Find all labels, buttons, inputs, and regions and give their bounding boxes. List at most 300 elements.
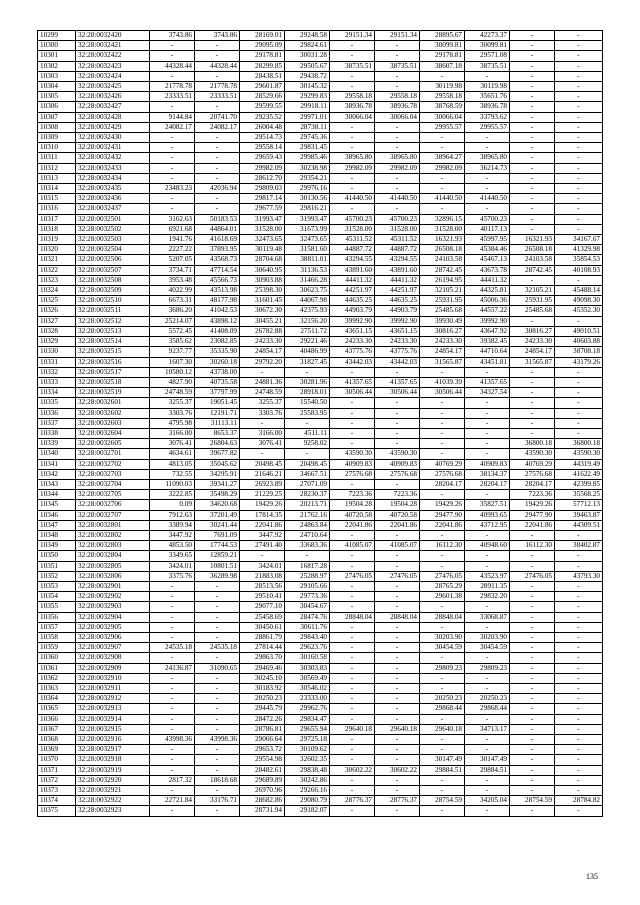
- table-cell: 30099.81: [465, 41, 510, 51]
- table-cell: 32:28:0032806: [76, 571, 150, 581]
- table-cell: 32:28:0032515: [76, 347, 150, 357]
- table-cell: -: [420, 745, 465, 755]
- table-cell: 32:28:0032437: [76, 204, 150, 214]
- table-cell: 17744.53: [195, 541, 240, 551]
- table-cell: 32105.21: [420, 286, 465, 296]
- table-cell: 28848.04: [420, 612, 465, 622]
- table-row: [38, 112, 603, 122]
- table-row: [38, 786, 603, 796]
- table-row: [38, 520, 603, 530]
- table-cell: 30450.61: [240, 622, 285, 632]
- table-cell: -: [375, 786, 420, 796]
- table-cell: -: [510, 694, 555, 704]
- table-cell: 28861.79: [240, 632, 285, 642]
- table-cell: 8653.37: [195, 428, 240, 438]
- table-cell: -: [330, 551, 375, 561]
- table-cell: 29248.58: [285, 31, 330, 41]
- table-cell: -: [195, 755, 240, 765]
- table-row: [38, 102, 603, 112]
- table-cell: 10365: [38, 704, 76, 714]
- table-cell: 33068.87: [465, 612, 510, 622]
- table-cell: 32:28:0032803: [76, 541, 150, 551]
- table-cell: 38965.80: [375, 153, 420, 163]
- table-row: [38, 41, 603, 51]
- table-cell: 25398.30: [240, 286, 285, 296]
- table-cell: 28848.04: [375, 612, 420, 622]
- table-cell: 10373: [38, 786, 76, 796]
- table-cell: 32:28:0032434: [76, 173, 150, 183]
- table-row: [38, 694, 603, 704]
- table-cell: 30602.22: [330, 765, 375, 775]
- table-cell: -: [330, 602, 375, 612]
- table-cell: 3222.85: [150, 490, 195, 500]
- table-cell: 25288.97: [285, 571, 330, 581]
- table-cell: -: [555, 194, 603, 204]
- table-cell: 10372: [38, 775, 76, 785]
- table-cell: 30066.04: [330, 112, 375, 122]
- table-cell: -: [150, 632, 195, 642]
- table-cell: 40948.60: [465, 541, 510, 551]
- table-cell: 28784.82: [555, 796, 603, 806]
- table-cell: 29477.90: [420, 510, 465, 520]
- table-cell: 34295.91: [195, 469, 240, 479]
- table-cell: 2817.32: [150, 775, 195, 785]
- table-cell: 44328.44: [195, 61, 240, 71]
- table-cell: -: [510, 316, 555, 326]
- table-cell: -: [375, 775, 420, 785]
- table-cell: 10320: [38, 245, 76, 255]
- table-cell: 45311.52: [330, 235, 375, 245]
- table-cell: -: [510, 745, 555, 755]
- table-cell: -: [465, 408, 510, 418]
- table-cell: -: [510, 163, 555, 173]
- table-cell: -: [375, 704, 420, 714]
- table-cell: 40909.83: [465, 459, 510, 469]
- table-row: [38, 71, 603, 81]
- table-cell: 27814.44: [240, 643, 285, 653]
- table-cell: -: [195, 194, 240, 204]
- table-cell: -: [555, 622, 603, 632]
- table-cell: -: [510, 561, 555, 571]
- table-cell: -: [330, 184, 375, 194]
- table-row: [38, 704, 603, 714]
- table-cell: 3349.65: [150, 551, 195, 561]
- table-row: [38, 449, 603, 459]
- table-cell: 29554.98: [240, 755, 285, 765]
- table-cell: -: [375, 694, 420, 704]
- table-cell: 36289.98: [195, 571, 240, 581]
- table-cell: 30242.86: [285, 775, 330, 785]
- table-row: [38, 663, 603, 673]
- table-cell: -: [510, 41, 555, 51]
- table-cell: 39341.27: [195, 479, 240, 489]
- table-cell: 32:28:0032507: [76, 265, 150, 275]
- table-cell: -: [150, 133, 195, 143]
- table-cell: 25931.95: [420, 296, 465, 306]
- table-cell: 41329.98: [555, 245, 603, 255]
- table-cell: 43294.55: [330, 255, 375, 265]
- table-cell: 32:28:0032706: [76, 500, 150, 510]
- table-cell: 32156.20: [285, 316, 330, 326]
- table-cell: 32:28:0032506: [76, 255, 150, 265]
- table-cell: 43590.30: [375, 449, 420, 459]
- table-cell: 28731.94: [240, 806, 285, 816]
- table-cell: 39992.90: [330, 316, 375, 326]
- table-cell: 28482.61: [240, 765, 285, 775]
- table-cell: 10323: [38, 275, 76, 285]
- table-cell: 22721.84: [150, 796, 195, 806]
- table-cell: 40117.13: [465, 224, 510, 234]
- table-cell: 27476.05: [330, 571, 375, 581]
- table-cell: -: [510, 612, 555, 622]
- table-cell: -: [375, 806, 420, 816]
- table-cell: 30238.98: [285, 163, 330, 173]
- table-cell: 24710.64: [285, 530, 330, 540]
- table-cell: -: [330, 530, 375, 540]
- table-cell: 32:28:0032426: [76, 92, 150, 102]
- table-cell: 43891.60: [375, 265, 420, 275]
- table-cell: 43738.00: [195, 367, 240, 377]
- table-cell: 3686.20: [150, 306, 195, 316]
- table-cell: 35498.29: [195, 490, 240, 500]
- table-cell: 10302: [38, 61, 76, 71]
- table-row: [38, 469, 603, 479]
- table-cell: 32:28:0032805: [76, 561, 150, 571]
- table-cell: 29640.18: [420, 724, 465, 734]
- table-cell: 37201.49: [195, 510, 240, 520]
- table-cell: -: [555, 806, 603, 816]
- table-cell: 42036.94: [195, 184, 240, 194]
- table-cell: -: [375, 622, 420, 632]
- table-cell: -: [510, 184, 555, 194]
- table-cell: -: [420, 439, 465, 449]
- table-cell: 29832.20: [465, 592, 510, 602]
- table-cell: 24103.58: [420, 255, 465, 265]
- table-cell: 4813.05: [150, 459, 195, 469]
- table-row: [38, 286, 603, 296]
- table-cell: 44411.32: [330, 275, 375, 285]
- table-cell: 29077.10: [240, 602, 285, 612]
- table-cell: 32:28:0032707: [76, 510, 150, 520]
- table-row: [38, 418, 603, 428]
- table-cell: 27491.40: [240, 541, 285, 551]
- table-row: [38, 61, 603, 71]
- table-cell: 33176.71: [195, 796, 240, 806]
- table-cell: -: [420, 684, 465, 694]
- table-cell: 29838.48: [285, 765, 330, 775]
- table-cell: -: [150, 704, 195, 714]
- table-cell: -: [240, 449, 285, 459]
- table-cell: -: [465, 806, 510, 816]
- table-cell: -: [555, 275, 603, 285]
- table-cell: 3743.86: [150, 31, 195, 41]
- table-cell: 30109.62: [285, 745, 330, 755]
- table-cell: 44887.72: [375, 245, 420, 255]
- table-row: [38, 755, 603, 765]
- table-cell: -: [375, 632, 420, 642]
- table-cell: -: [375, 133, 420, 143]
- table-cell: 29178.81: [240, 51, 285, 61]
- table-cell: 30455.21: [240, 316, 285, 326]
- table-cell: -: [195, 51, 240, 61]
- table-cell: 24136.87: [150, 663, 195, 673]
- table-cell: -: [330, 71, 375, 81]
- table-cell: -: [375, 479, 420, 489]
- table-cell: -: [465, 673, 510, 683]
- table-cell: 10322: [38, 265, 76, 275]
- table-cell: 10350: [38, 551, 76, 561]
- table-cell: -: [510, 377, 555, 387]
- table-row: [38, 530, 603, 540]
- table-cell: 29266.16: [285, 786, 330, 796]
- table-cell: 7691.09: [195, 530, 240, 540]
- table-cell: 32:28:0032905: [76, 622, 150, 632]
- table-cell: 29773.36: [285, 592, 330, 602]
- table-cell: -: [555, 224, 603, 234]
- table-cell: 32:28:0032904: [76, 612, 150, 622]
- table-cell: 43523.97: [465, 571, 510, 581]
- table-cell: 3585.62: [150, 337, 195, 347]
- table-cell: -: [240, 418, 285, 428]
- table-cell: 10351: [38, 561, 76, 571]
- table-cell: 43590.30: [510, 449, 555, 459]
- table-cell: -: [555, 735, 603, 745]
- table-row: [38, 337, 603, 347]
- table-cell: 3375.76: [150, 571, 195, 581]
- table-cell: 20213.71: [285, 500, 330, 510]
- table-cell: 28786.81: [240, 724, 285, 734]
- table-cell: -: [375, 561, 420, 571]
- table-cell: -: [285, 449, 330, 459]
- table-cell: 29505.67: [285, 61, 330, 71]
- table-cell: -: [555, 561, 603, 571]
- table-cell: 41357.65: [375, 377, 420, 387]
- table-cell: 32:28:0032921: [76, 786, 150, 796]
- table-cell: 29178.81: [420, 51, 465, 61]
- table-cell: -: [510, 51, 555, 61]
- table-cell: 10366: [38, 714, 76, 724]
- table-cell: 30245.10: [240, 673, 285, 683]
- table-row: [38, 551, 603, 561]
- table-cell: -: [330, 735, 375, 745]
- table-cell: -: [195, 724, 240, 734]
- table-cell: 38965.80: [330, 153, 375, 163]
- table-cell: -: [555, 61, 603, 71]
- table-cell: 28754.59: [510, 796, 555, 806]
- table-cell: 32:28:0032427: [76, 102, 150, 112]
- table-row: [38, 357, 603, 367]
- table-cell: 27476.05: [375, 571, 420, 581]
- table-cell: 28754.59: [420, 796, 465, 806]
- table-row: [38, 745, 603, 755]
- table-cell: -: [420, 714, 465, 724]
- table-row: [38, 592, 603, 602]
- table-cell: 32:28:0032518: [76, 377, 150, 387]
- table-cell: -: [375, 643, 420, 653]
- table-cell: 29834.47: [285, 714, 330, 724]
- table-cell: 29299.83: [285, 92, 330, 102]
- table-cell: 10334: [38, 388, 76, 398]
- table-cell: -: [420, 398, 465, 408]
- table-cell: -: [375, 602, 420, 612]
- table-cell: -: [150, 153, 195, 163]
- table-cell: 32:28:0032420: [76, 31, 150, 41]
- table-cell: -: [330, 592, 375, 602]
- table-cell: 29863.70: [240, 653, 285, 663]
- table-row: [38, 173, 603, 183]
- table-cell: -: [510, 61, 555, 71]
- table-cell: -: [555, 786, 603, 796]
- table-cell: -: [195, 622, 240, 632]
- table-row: [38, 398, 603, 408]
- table-cell: 29816.21: [285, 204, 330, 214]
- table-cell: 25485.68: [420, 306, 465, 316]
- table-cell: 40993.65: [465, 510, 510, 520]
- table-cell: 3076.41: [240, 439, 285, 449]
- table-cell: 23082.85: [195, 337, 240, 347]
- table-cell: 44067.98: [285, 296, 330, 306]
- table-cell: 9258.02: [285, 439, 330, 449]
- table-cell: -: [510, 388, 555, 398]
- table-cell: 38735.51: [330, 61, 375, 71]
- table-cell: 31528.00: [240, 224, 285, 234]
- table-cell: -: [465, 653, 510, 663]
- table-cell: 34327.54: [465, 388, 510, 398]
- table-cell: 39992.90: [465, 316, 510, 326]
- table-cell: -: [150, 71, 195, 81]
- table-cell: -: [150, 102, 195, 112]
- table-cell: 43179.26: [555, 357, 603, 367]
- table-cell: -: [465, 684, 510, 694]
- table-row: [38, 632, 603, 642]
- table-cell: 24233.30: [510, 337, 555, 347]
- table-cell: -: [510, 673, 555, 683]
- table-cell: 29843.40: [285, 632, 330, 642]
- table-cell: -: [555, 745, 603, 755]
- table-cell: 10359: [38, 643, 76, 653]
- table-cell: 32:28:0032801: [76, 520, 150, 530]
- table-cell: 24863.84: [285, 520, 330, 530]
- table-cell: 28776.37: [375, 796, 420, 806]
- table-cell: -: [465, 602, 510, 612]
- table-cell: 9144.84: [150, 112, 195, 122]
- table-cell: 38708.18: [555, 347, 603, 357]
- table-cell: 30203.90: [465, 632, 510, 642]
- table-cell: 29640.18: [330, 724, 375, 734]
- table-cell: -: [150, 173, 195, 183]
- table-cell: -: [195, 581, 240, 591]
- table-row: [38, 684, 603, 694]
- table-cell: -: [420, 143, 465, 153]
- table-cell: 32:28:0032433: [76, 163, 150, 173]
- table-cell: 10362: [38, 673, 76, 683]
- table-cell: 24748.59: [150, 388, 195, 398]
- table-cell: -: [420, 204, 465, 214]
- table-cell: 30816.27: [510, 326, 555, 336]
- table-cell: 42399.85: [555, 479, 603, 489]
- table-cell: 10339: [38, 439, 76, 449]
- table-cell: 10367: [38, 724, 76, 734]
- table-cell: 32:28:0032436: [76, 194, 150, 204]
- table-cell: 30119.98: [420, 82, 465, 92]
- table-cell: -: [510, 31, 555, 41]
- table-cell: 4827.90: [150, 377, 195, 387]
- table-cell: 30260.18: [195, 357, 240, 367]
- table-cell: 12859.21: [195, 551, 240, 561]
- table-cell: 10342: [38, 469, 76, 479]
- table-cell: -: [420, 673, 465, 683]
- table-cell: 10308: [38, 122, 76, 132]
- table-cell: 38768.59: [420, 102, 465, 112]
- table-cell: -: [420, 173, 465, 183]
- table-row: [38, 82, 603, 92]
- table-cell: 40735.58: [195, 377, 240, 387]
- table-row: [38, 296, 603, 306]
- table-cell: -: [330, 51, 375, 61]
- table-cell: 38811.01: [285, 255, 330, 265]
- table-cell: 29655.94: [285, 724, 330, 734]
- table-cell: 32:28:0032902: [76, 592, 150, 602]
- table-cell: 19051.45: [195, 398, 240, 408]
- table-cell: -: [555, 122, 603, 132]
- table-cell: -: [195, 133, 240, 143]
- table-cell: 31993.47: [240, 214, 285, 224]
- table-cell: -: [465, 204, 510, 214]
- table-cell: -: [510, 602, 555, 612]
- table-cell: 28738.11: [285, 122, 330, 132]
- table-cell: 29824.61: [285, 41, 330, 51]
- table-cell: 32:28:0032423: [76, 61, 150, 71]
- table-cell: -: [150, 51, 195, 61]
- table-cell: 32602.35: [285, 755, 330, 765]
- table-cell: 35827.51: [465, 500, 510, 510]
- table-cell: 10344: [38, 490, 76, 500]
- table-cell: 10335: [38, 398, 76, 408]
- table-cell: -: [465, 561, 510, 571]
- table-cell: 21778.78: [150, 82, 195, 92]
- table-cell: 20250.23: [420, 694, 465, 704]
- table-cell: 30506.44: [420, 388, 465, 398]
- table-cell: 38936.78: [465, 102, 510, 112]
- table-cell: -: [510, 204, 555, 214]
- table-cell: 29095.09: [240, 41, 285, 51]
- table-cell: 10337: [38, 418, 76, 428]
- table-cell: 38936.78: [375, 102, 420, 112]
- table-cell: 30160.58: [285, 653, 330, 663]
- table-cell: -: [555, 184, 603, 194]
- table-cell: 36800.18: [555, 439, 603, 449]
- table-cell: -: [465, 71, 510, 81]
- table-cell: 28230.37: [285, 490, 330, 500]
- table-cell: 28204.17: [510, 479, 555, 489]
- table-row: [38, 377, 603, 387]
- table-cell: -: [330, 367, 375, 377]
- table-row: [38, 214, 603, 224]
- table-row: [38, 184, 603, 194]
- table-cell: -: [555, 530, 603, 540]
- table-cell: -: [195, 704, 240, 714]
- table-cell: 31528.00: [375, 224, 420, 234]
- table-cell: 10349: [38, 541, 76, 551]
- table-cell: -: [375, 51, 420, 61]
- table-cell: -: [510, 71, 555, 81]
- table-cell: 10301: [38, 51, 76, 61]
- table-cell: 43513.98: [195, 286, 240, 296]
- table-cell: 25485.68: [510, 306, 555, 316]
- table-cell: -: [150, 806, 195, 816]
- table-cell: -: [555, 204, 603, 214]
- table-cell: 29918.11: [285, 102, 330, 112]
